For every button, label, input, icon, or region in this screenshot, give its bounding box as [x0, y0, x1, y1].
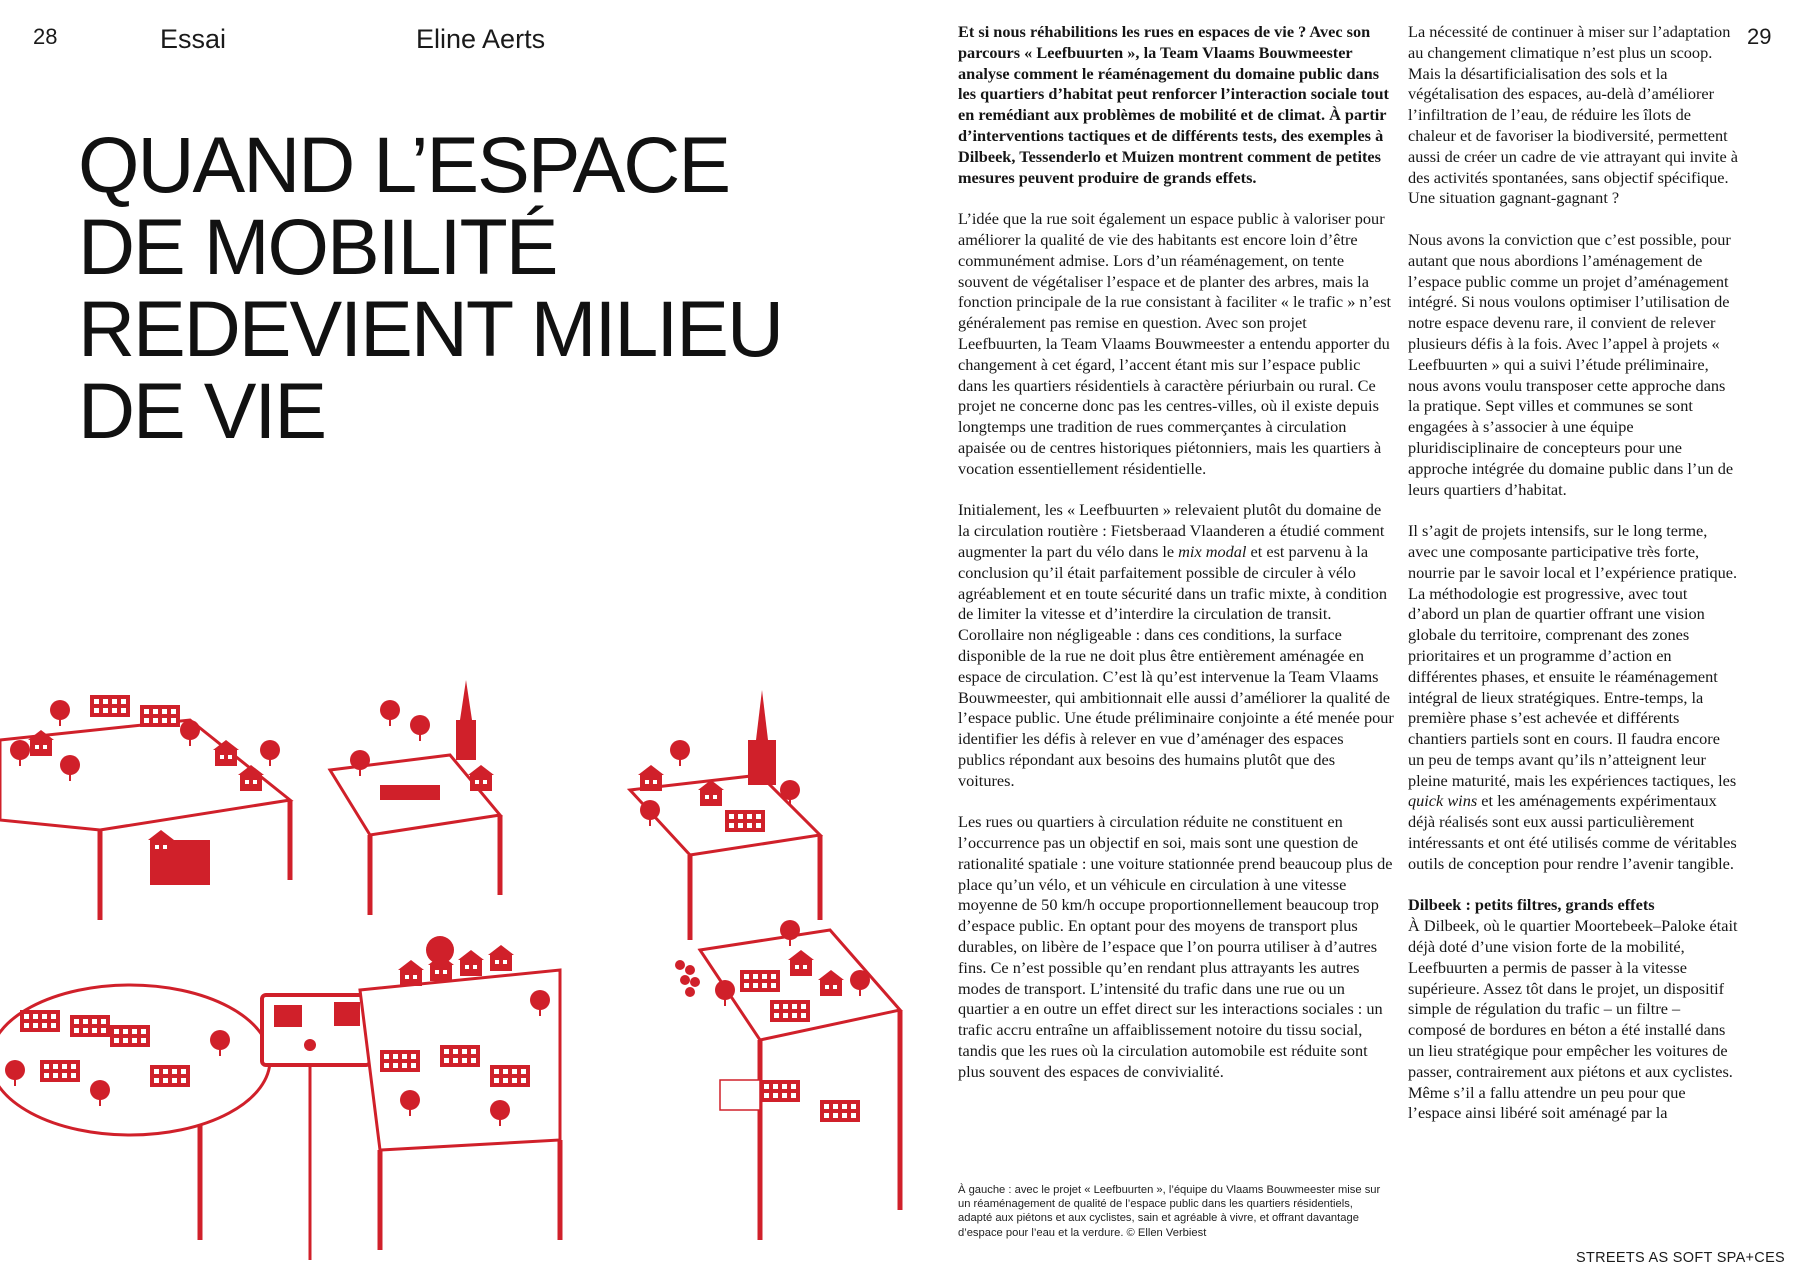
body-paragraph: Les rues ou quartiers à circulation réduite ne constituent en l’occurrence pas un objectif en soi, mais sont une question de rationalité spatiale : une voiture stationnée prend beaucoup plus de place qu’un vélo, et un véhicule en circulation à une vitesse moyenne de 50 km/h occupe proportionnellement beaucoup trop d’espace public. En optant pour des moyens de transport plus durables, on libère de l’espace que l’on pourra utiliser à d’autres fins. Ce n’est possible qu’en rendant plus attrayants les autres modes de transport. L’intensité du trafic dans une rue ou un quartier a en outre un effet direct sur les interactions sociales : un trafic accru entraîne un affaiblissement notoire du tissu social, tandis que les rues où la circulation automobile est réduite sont plus souvent des espaces de convivialité.	[958, 812, 1393, 1081]
body-paragraph: Il s’agit de projets intensifs, sur le long terme, avec une composante participative très forte, nourrie par le savoir local et l’expérience pratique. La méthodologie est progressive, avec tout d’abord un plan de quartier offrant une vision globale du territoire, comprenant des zones prioritaires et un programme d’action en différentes phases, et ensuite le réaménagement intégral de lieux stratégiques. Entre-temps, la première phase s’est achevée et différents chantiers partiels sont en cours. Il faudra encore un peu de temps avant qu’ils n’atteignent leur pleine maturité, mais les expériences tactiques, les quick wins et les aménagements expérimentaux déjà réalisés sont eux aussi particulièrement intéressants et ont été utilisés comme de véritables outils de conception pour rendre l’avenir tangible.	[1408, 521, 1738, 873]
section-label: Essai	[160, 24, 227, 54]
subheading: Dilbeek : petits filtres, grands effets	[1408, 895, 1655, 915]
article-title	[78, 120, 838, 455]
title-line: REDEVIENT MILIEU	[78, 284, 783, 373]
running-footer: STREETS AS SOFT SPA+CES	[1576, 1250, 1786, 1266]
table-bottom-left	[0, 985, 270, 1240]
body-paragraph: À Dilbeek, où le quartier Moortebeek–Paloke était déjà doté d’une vision forte de la mobilité, Leefbuurten a permis de passer à la vitesse supérieure. Assez tôt dans le projet, un dispositif simple de régulation du trafic – un filtre – composé de bordures en béton a été installé dans un lieu stratégique pour empêcher les voitures de passer, contrairement aux piétons et aux cyclistes. Même s’il a fallu attendre un peu pour que l’espace ainsi libéré soit aménagé par la	[1408, 916, 1738, 1123]
title-line: DE VIE	[78, 366, 326, 455]
lead-paragraph: Et si nous réhabilitions les rues en espaces de vie ? Avec son parcours « Leefbuurten », la Team Vlaams Bouwmeester analyse comment le réaménagement du domaine public dans les quartiers d’habitat peut renforcer l’interaction sociale tout en remédiant aux problèmes de mobilité et de climat. À partir d’interventions tactiques et de différents tests, des exemples à Dilbeek, Tessenderlo et Muizen montrent comment de petites mesures peuvent produire de grands effets.	[958, 22, 1389, 187]
body-paragraph: L’idée que la rue soit également un espace public à valoriser pour améliorer la qualité de vie des habitants est encore loin d’être communément admise. Lors d’un réaménagement, on tente souvent de végétaliser l’espace et de planter des arbres, mais la fonction principale de la rue consistant à faciliter « le trafic » n’est généralement pas remise en question. Avec son projet Leefbuurten, la Team Vlaams Bouwmeester a entendu apporter du changement à cet égard, l’accent étant mis sur l’espace public dans les quartiers résidentiels à caractère périurbain ou rural. Ce projet ne concerne donc pas les centres-villes, où il existe depuis longtemps une tradition de rues commerçantes à circulation apaisée ou de centres historiques piétonniers, mais les quartiers à vocation essentiellement résidentielle.	[958, 209, 1392, 478]
image-caption: À gauche : avec le projet « Leefbuurten », l’équipe du Vlaams Bouwmeester mise sur un réaménagement de qualité de l’espace public dans les quartiers résidentiels, adapté aux piétons et aux cyclistes, sain et agréable à vivre, et offrant davantage d’espace pour l’eau et la verdure. © Ellen Verbiest	[958, 1184, 1381, 1239]
text-column-1	[958, 22, 1394, 1103]
table-middle	[330, 680, 500, 915]
table-bottom-middle	[360, 936, 560, 1250]
table-bottom-right	[700, 920, 900, 1240]
author-name: Eline Aerts	[416, 24, 546, 54]
table-top-right	[630, 690, 820, 940]
emphasis: mix modal	[1178, 541, 1247, 561]
body-paragraph: Initialement, les « Leefbuurten » relevaient plutôt du domaine de la circulation routière : Fietsberaad Vlaanderen a étudié comment augmenter la part du vélo dans le mix modal et est parvenu à la conclusion qu’il était parfaitement possible de circuler à vélo agréablement et en toute sécurité dans un trafic mixte, à condition de limiter la vitesse et d’interdire la circulation de transit. Corollaire non négligeable : dans ces conditions, la surface disponible de la rue ne doit plus être entièrement aménagée en espace de circulation. C’est là qu’est intervenue la Team Vlaams Bouwmeester, qui ambitionnait elle aussi d’améliorer la qualité de l’espace public. Une étude préliminaire conjointe a été menée pour identifier les défis à relever en vue d’aménager des espaces publics répondant aux besoins des humains plutôt que des voitures.	[958, 500, 1394, 790]
neighbourhood-illustration	[0, 680, 910, 1280]
traffic-sign	[262, 995, 370, 1260]
text-column-2	[1408, 22, 1738, 1124]
grape-cluster-icon	[675, 960, 700, 997]
body-paragraph: La nécessité de continuer à miser sur l’adaptation au changement climatique n’est plus un scoop. Mais la désartificialisation des sols et la végétalisation des espaces, au-delà d’améliorer l’infiltration de l’eau, de réduire les îlots de chaleur et de favoriser la biodiversité, permettent aussi de créer un cadre de vie attrayant qui invite à des activités spontanées, sans objectif spécifique. Une situation gagnant-gagnant ?	[1408, 22, 1738, 208]
title-line: DE MOBILITÉ	[78, 202, 557, 291]
body-paragraph: Nous avons la conviction que c’est possible, pour autant que nous abordions l’aménagement de l’espace public comme un projet d’aménagement intégré. Si nous voulons optimiser l’utilisation de notre espace devenu rare, il convient de relever plusieurs défis à la fois. Avec l’appel à projets « Leefbuurten » qui a suivi l’étude préliminaire, nous avons voulu transposer cette approche dans la pratique. Sept villes et communes se sont engagées à s’associer à une équipe pluridisciplinaire de concepteurs pour une approche intégrée du domaine public dans l’un de leurs quartiers d’habitat.	[1408, 229, 1734, 499]
title-line: QUAND L’ESPACE	[78, 120, 730, 209]
page-number-right: 29	[1747, 24, 1772, 49]
page-number-left: 28	[33, 24, 58, 49]
emphasis: quick wins	[1408, 791, 1478, 811]
table-top-left	[0, 695, 290, 920]
